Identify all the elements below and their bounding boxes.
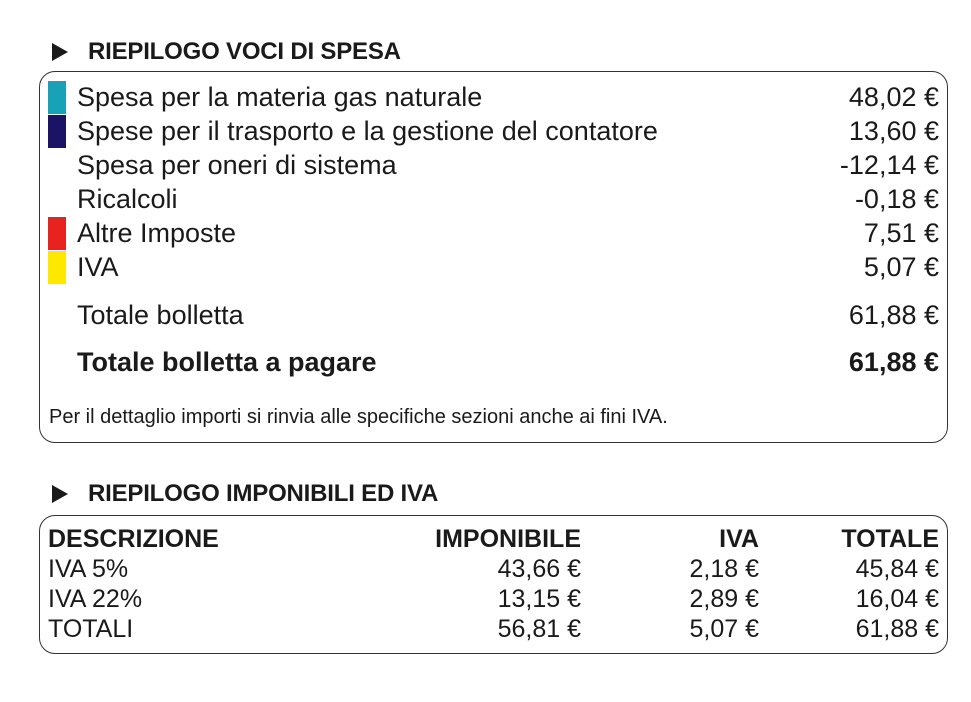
spesa-amount: 13,60 € xyxy=(848,116,939,146)
color-swatch xyxy=(48,115,66,148)
spesa-label: IVA xyxy=(77,252,119,282)
color-swatch xyxy=(48,251,66,284)
spesa-row xyxy=(48,149,939,182)
spesa-row xyxy=(48,115,939,148)
triangle-bullet-icon xyxy=(52,43,68,61)
spesa-row xyxy=(48,81,939,114)
totale-bolletta-amount: 61,88 € xyxy=(848,300,939,330)
spesa-row xyxy=(48,217,939,250)
cell-totale: 45,84 € xyxy=(855,555,939,583)
totale-pagare-amount: 61,88 € xyxy=(848,347,939,377)
color-swatch xyxy=(48,183,66,216)
triangle-bullet-icon xyxy=(52,485,68,503)
spesa-amount: 5,07 € xyxy=(863,252,939,282)
header-descrizione: DESCRIZIONE xyxy=(48,525,219,553)
cell-descrizione: IVA 5% xyxy=(48,555,129,583)
spesa-label: Spese per il trasporto e la gestione del contatore xyxy=(77,116,658,146)
spesa-amount: -0,18 € xyxy=(854,184,939,214)
spesa-label: Spesa per la materia gas naturale xyxy=(77,82,483,112)
totale-bolletta-row xyxy=(48,299,939,332)
spesa-label: Ricalcoli xyxy=(77,184,178,214)
cell-totale: 16,04 € xyxy=(855,585,939,613)
cell-iva: 2,18 € xyxy=(689,555,759,583)
section-title-voci-spesa xyxy=(52,38,401,66)
totale-pagare-row xyxy=(48,346,939,379)
cell-iva: 5,07 € xyxy=(689,615,759,643)
cell-descrizione: TOTALI xyxy=(48,615,134,643)
table-row xyxy=(48,584,939,614)
color-swatch xyxy=(48,81,66,114)
section-title-imponibili-iva xyxy=(52,480,438,508)
table-row xyxy=(48,554,939,584)
cell-totale: 61,88 € xyxy=(855,615,939,643)
totale-pagare-label: Totale bolletta a pagare xyxy=(77,347,377,377)
table-row xyxy=(48,614,939,644)
section-title-text: RIEPILOGO VOCI DI SPESA xyxy=(88,38,401,65)
spesa-row xyxy=(48,251,939,284)
spesa-label: Altre Imposte xyxy=(77,218,237,248)
cell-imponibile: 13,15 € xyxy=(497,585,581,613)
dettaglio-note: Per il dettaglio importi si rinvia alle specifiche sezioni anche ai fini IVA. xyxy=(49,406,668,428)
color-swatch xyxy=(48,217,66,250)
voci-spesa-box xyxy=(39,71,948,443)
spesa-amount: 48,02 € xyxy=(848,82,939,112)
imponibili-table xyxy=(48,524,939,644)
table-header-row xyxy=(48,524,939,554)
spesa-row xyxy=(48,183,939,216)
cell-descrizione: IVA 22% xyxy=(48,585,143,613)
header-iva: IVA xyxy=(719,525,759,553)
color-swatch xyxy=(48,149,66,182)
spesa-amount: -12,14 € xyxy=(839,150,939,180)
totale-bolletta-label: Totale bolletta xyxy=(77,300,244,330)
header-totale: TOTALE xyxy=(841,525,939,553)
cell-imponibile: 56,81 € xyxy=(497,615,581,643)
section-title-text: RIEPILOGO IMPONIBILI ED IVA xyxy=(88,480,439,507)
cell-imponibile: 43,66 € xyxy=(497,555,581,583)
imponibili-iva-box xyxy=(39,515,948,654)
cell-iva: 2,89 € xyxy=(689,585,759,613)
spesa-label: Spesa per oneri di sistema xyxy=(77,150,397,180)
spesa-amount: 7,51 € xyxy=(863,218,939,248)
header-imponibile: IMPONIBILE xyxy=(435,525,581,553)
